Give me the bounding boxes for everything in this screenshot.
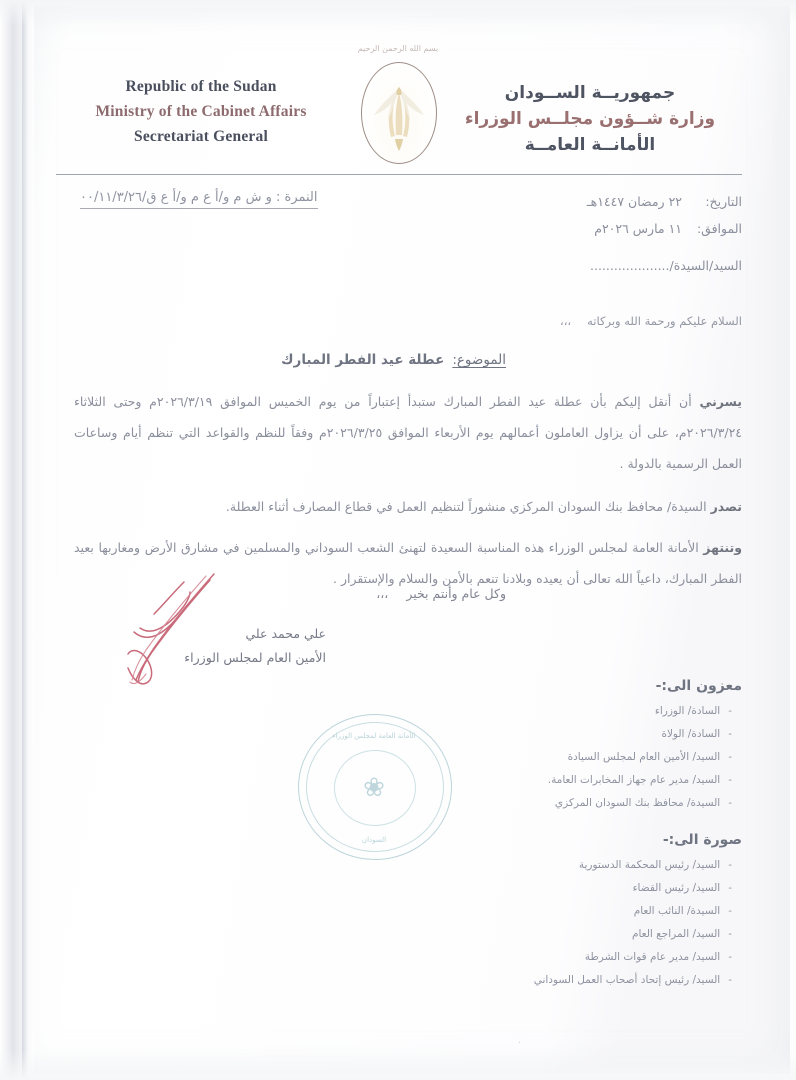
list-bullet: - bbox=[728, 797, 732, 809]
list-bullet: - bbox=[728, 751, 732, 763]
letterhead-en-line2: Ministry of the Cabinet Affairs bbox=[95, 103, 307, 120]
list-item bbox=[442, 746, 742, 769]
page-marker: . bbox=[518, 1036, 521, 1046]
official-stamp bbox=[296, 712, 456, 864]
subject-label: الموضوع: bbox=[452, 352, 506, 368]
secretary-bird-emblem-icon bbox=[361, 62, 437, 164]
subject-line bbox=[281, 352, 506, 368]
list-item-label: السيد/ مدير عام جهاز المخابرات العامة. bbox=[547, 774, 721, 786]
letterhead-ar-line2: وزارة شــؤون مجلــس الوزراء bbox=[464, 109, 716, 129]
gregorian-date-value: ١١ مارس ٢٠٢٦م bbox=[594, 221, 682, 236]
body-paragraph-2: تصدر السيدة/ محافظ بنك السودان المركزي منشوراً لتنظيم العمل في قطاع المصارف أثناء العطلة. bbox=[225, 499, 742, 514]
stamp-top-text: الأمانة العامة لمجلس الوزراء bbox=[332, 732, 416, 740]
national-emblem bbox=[349, 44, 447, 176]
list-item bbox=[442, 792, 742, 815]
reference-number bbox=[80, 190, 318, 209]
list-item-label: السيد/ رئيس المحكمة الدستورية bbox=[578, 859, 721, 871]
header-divider bbox=[56, 174, 742, 175]
list-item-label: السادة/ الولاة bbox=[661, 728, 721, 740]
letterhead-en-line3: Secretariat General bbox=[134, 128, 268, 145]
letterhead-ar-line1: جمهوريــة الســودان bbox=[504, 83, 676, 103]
reference-value: و ش م و/أ ع م و/أ ع ق/٠٠/١١/٣/٢٦ bbox=[80, 190, 272, 205]
letterhead-en-line1: Republic of the Sudan bbox=[125, 78, 277, 95]
list-item-label: السيدة/ محافظ بنك السودان المركزي bbox=[554, 797, 721, 809]
gregorian-date-row bbox=[532, 215, 742, 242]
signatory-block bbox=[126, 622, 326, 670]
list-item-label: السادة/ الوزراء bbox=[654, 705, 721, 717]
stamp-bottom-text: السودان bbox=[361, 836, 387, 844]
list-item bbox=[442, 854, 742, 877]
distribution-list bbox=[442, 700, 742, 815]
body-paragraph-3: وتنتهز الأمانة العامة لمجلس الوزراء هذه المناسبة السعيدة لتهنئ الشعب السوداني والمسلمين في مشارق الأرض ومغاربها بعيد الفطر المبارك، داعياً الله تعالى أن يعيده وبلادنا تنعم بالأمن والسلام والإستقرار . bbox=[74, 540, 742, 586]
list-item bbox=[442, 877, 742, 900]
letterhead-ar-line3: الأمانــة العامــة bbox=[524, 135, 656, 155]
subject-value: عطلة عيد الفطر المبارك bbox=[281, 352, 445, 368]
list-item-label: السيد/ مدير عام قوات الشرطة bbox=[584, 951, 721, 963]
list-item bbox=[442, 923, 742, 946]
letterhead-arabic bbox=[440, 80, 740, 158]
gregorian-date-label: الموافق: bbox=[696, 221, 742, 236]
list-item bbox=[442, 700, 742, 723]
body-paragraph-1: يسرني أن أنقل إليكم بأن عطلة عيد الفطر المبارك ستبدأ إعتباراً من يوم الخميس الموافق ٢٠٢٦/٣/١٩م وحتى الثلاثاء ٢٠٢٦/٣/٢٤م، على أن يزاول العاملون أعمالهم يوم الأربعاء الموافق ٢٠٢٦/٣/٢٥م وفقاً للنظم والقواعد التي تنظم أيام وساعات العمل الرسمية بالدولة . bbox=[74, 394, 743, 471]
list-item-label: السيدة/ النائب العام bbox=[633, 905, 721, 917]
signatory-name: علي محمد علي bbox=[245, 626, 326, 641]
date-block bbox=[532, 188, 742, 242]
letter-body bbox=[74, 386, 742, 606]
list-bullet: - bbox=[728, 951, 732, 963]
signatory-title: الأمين العام لمجلس الوزراء bbox=[184, 650, 326, 665]
letterhead-english bbox=[72, 74, 330, 149]
copies-heading: صورة الى:- bbox=[662, 832, 742, 848]
list-bullet: - bbox=[728, 859, 732, 871]
addressee-line bbox=[590, 258, 742, 273]
list-item-label: السيد/ الأمين العام لمجلس السيادة bbox=[567, 751, 721, 763]
copies-list bbox=[442, 854, 742, 992]
stamp-emblem-icon: ❀ bbox=[363, 773, 385, 803]
list-item bbox=[442, 723, 742, 746]
list-item bbox=[442, 969, 742, 992]
closing-line bbox=[376, 586, 506, 601]
list-bullet: - bbox=[728, 705, 732, 717]
salutation-trailing: ،،، bbox=[560, 314, 572, 328]
basmala-text: بسم الله الرحمن الرحيم bbox=[357, 44, 439, 53]
salutation-text: السلام عليكم ورحمة الله وبركاته bbox=[587, 314, 742, 328]
salutation bbox=[560, 314, 742, 328]
hijri-date-row bbox=[532, 188, 742, 215]
closing-trailing: ،،، bbox=[376, 586, 389, 601]
list-bullet: - bbox=[728, 882, 732, 894]
list-bullet: - bbox=[728, 774, 732, 786]
list-item bbox=[442, 900, 742, 923]
hijri-date-value: ٢٢ رمضان ١٤٤٧هـ bbox=[586, 194, 682, 209]
list-bullet: - bbox=[728, 928, 732, 940]
list-item bbox=[442, 946, 742, 969]
addressee-blank: .................... bbox=[590, 258, 670, 273]
list-item-label: السيد/ رئيس القضاء bbox=[632, 882, 721, 894]
secretary-bird-icon bbox=[362, 63, 436, 163]
closing-text: وكل عام وأنتم بخير bbox=[406, 586, 506, 601]
list-bullet: - bbox=[728, 974, 732, 986]
reference-label: النمرة : bbox=[276, 190, 318, 205]
list-bullet: - bbox=[728, 905, 732, 917]
hijri-date-label: التاريخ: bbox=[705, 194, 742, 209]
list-item-label: السيد/ المراجع العام bbox=[631, 928, 721, 940]
list-item-label: السيد/ رئيس إتحاد أصحاب العمل السوداني bbox=[533, 974, 721, 986]
addressee-label: السيد/السيدة/ bbox=[669, 258, 742, 273]
list-item bbox=[442, 769, 742, 792]
list-bullet: - bbox=[728, 728, 732, 740]
distribution-heading: معزون الى:- bbox=[655, 678, 742, 694]
